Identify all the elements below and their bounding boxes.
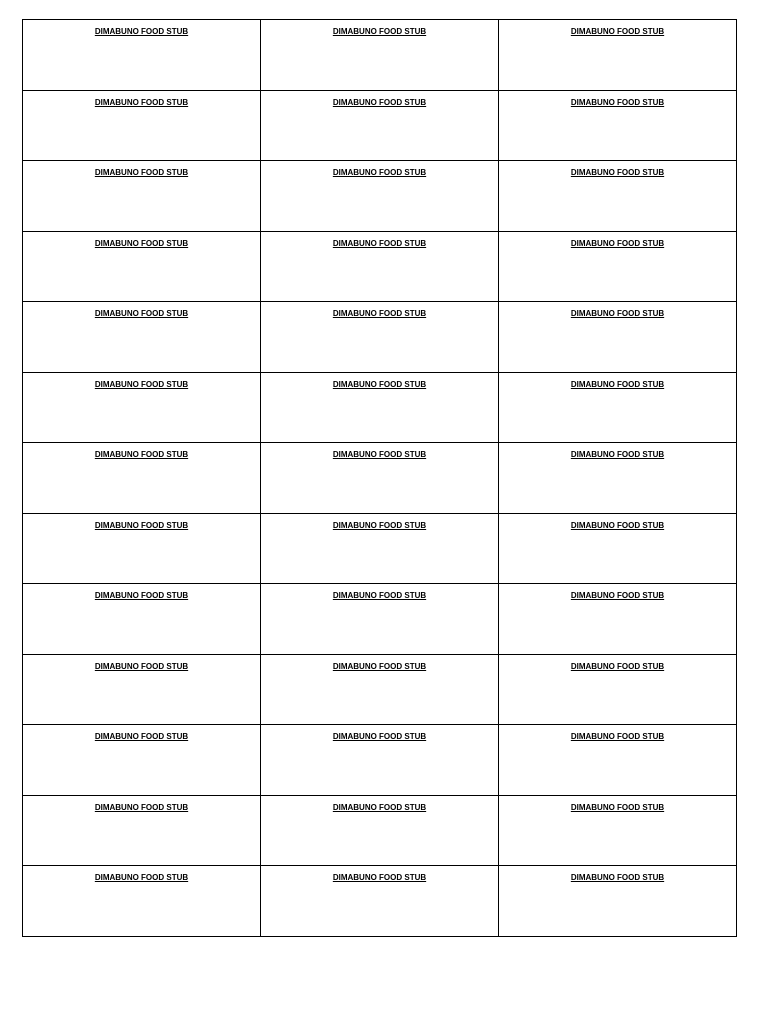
food-stub [23, 725, 261, 796]
food-stub [23, 796, 261, 867]
stub-title: DIMABUNO FOOD STUB [332, 520, 427, 530]
stub-title: DIMABUNO FOOD STUB [570, 379, 665, 389]
food-stub [499, 725, 737, 796]
food-stub [499, 232, 737, 303]
stub-title: DIMABUNO FOOD STUB [94, 238, 189, 248]
food-stub [261, 866, 499, 937]
stub-title: DIMABUNO FOOD STUB [94, 379, 189, 389]
stub-title: DIMABUNO FOOD STUB [570, 661, 665, 671]
food-stub [23, 655, 261, 726]
food-stub [499, 20, 737, 91]
food-stub [261, 373, 499, 444]
stub-title: DIMABUNO FOOD STUB [94, 168, 189, 178]
food-stub [261, 232, 499, 303]
stub-title: DIMABUNO FOOD STUB [332, 379, 427, 389]
food-stub [499, 866, 737, 937]
food-stub [261, 161, 499, 232]
stub-title: DIMABUNO FOOD STUB [94, 450, 189, 460]
food-stub [261, 443, 499, 514]
food-stub [499, 584, 737, 655]
food-stub [261, 655, 499, 726]
food-stub [23, 91, 261, 162]
food-stub-sheet [22, 19, 737, 937]
stub-title: DIMABUNO FOOD STUB [570, 802, 665, 812]
food-stub [499, 161, 737, 232]
stub-title: DIMABUNO FOOD STUB [332, 168, 427, 178]
food-stub [499, 373, 737, 444]
stub-title: DIMABUNO FOOD STUB [94, 732, 189, 742]
food-stub [261, 514, 499, 585]
food-stub [23, 443, 261, 514]
food-stub [23, 302, 261, 373]
food-stub [261, 725, 499, 796]
stub-title: DIMABUNO FOOD STUB [94, 591, 189, 601]
stub-title: DIMABUNO FOOD STUB [94, 873, 189, 883]
stub-title: DIMABUNO FOOD STUB [94, 520, 189, 530]
stub-title: DIMABUNO FOOD STUB [332, 238, 427, 248]
stub-title: DIMABUNO FOOD STUB [570, 97, 665, 107]
stub-title: DIMABUNO FOOD STUB [94, 309, 189, 319]
food-stub [499, 443, 737, 514]
food-stub [261, 302, 499, 373]
food-stub [499, 796, 737, 867]
stub-title: DIMABUNO FOOD STUB [570, 238, 665, 248]
stub-title: DIMABUNO FOOD STUB [570, 732, 665, 742]
food-stub [23, 584, 261, 655]
stub-title: DIMABUNO FOOD STUB [570, 309, 665, 319]
stub-title: DIMABUNO FOOD STUB [570, 520, 665, 530]
food-stub [261, 20, 499, 91]
stub-title: DIMABUNO FOOD STUB [332, 97, 427, 107]
food-stub [261, 584, 499, 655]
stub-title: DIMABUNO FOOD STUB [332, 732, 427, 742]
food-stub [261, 796, 499, 867]
food-stub [499, 514, 737, 585]
stub-title: DIMABUNO FOOD STUB [332, 450, 427, 460]
stub-title: DIMABUNO FOOD STUB [332, 802, 427, 812]
stub-title: DIMABUNO FOOD STUB [94, 27, 189, 36]
stub-title: DIMABUNO FOOD STUB [570, 873, 665, 883]
stub-title: DIMABUNO FOOD STUB [332, 27, 427, 36]
food-stub [261, 91, 499, 162]
stub-title: DIMABUNO FOOD STUB [570, 27, 665, 36]
food-stub [499, 655, 737, 726]
stub-title: DIMABUNO FOOD STUB [570, 168, 665, 178]
stub-title: DIMABUNO FOOD STUB [94, 97, 189, 107]
food-stub [23, 373, 261, 444]
stub-title: DIMABUNO FOOD STUB [332, 873, 427, 883]
food-stub [23, 866, 261, 937]
stub-title: DIMABUNO FOOD STUB [332, 309, 427, 319]
food-stub [23, 514, 261, 585]
stub-title: DIMABUNO FOOD STUB [570, 450, 665, 460]
food-stub [499, 91, 737, 162]
stub-title: DIMABUNO FOOD STUB [94, 661, 189, 671]
food-stub [23, 20, 261, 91]
stub-title: DIMABUNO FOOD STUB [332, 591, 427, 601]
food-stub [499, 302, 737, 373]
stub-title: DIMABUNO FOOD STUB [94, 802, 189, 812]
stub-title: DIMABUNO FOOD STUB [570, 591, 665, 601]
stub-title: DIMABUNO FOOD STUB [332, 661, 427, 671]
food-stub [23, 232, 261, 303]
food-stub [23, 161, 261, 232]
